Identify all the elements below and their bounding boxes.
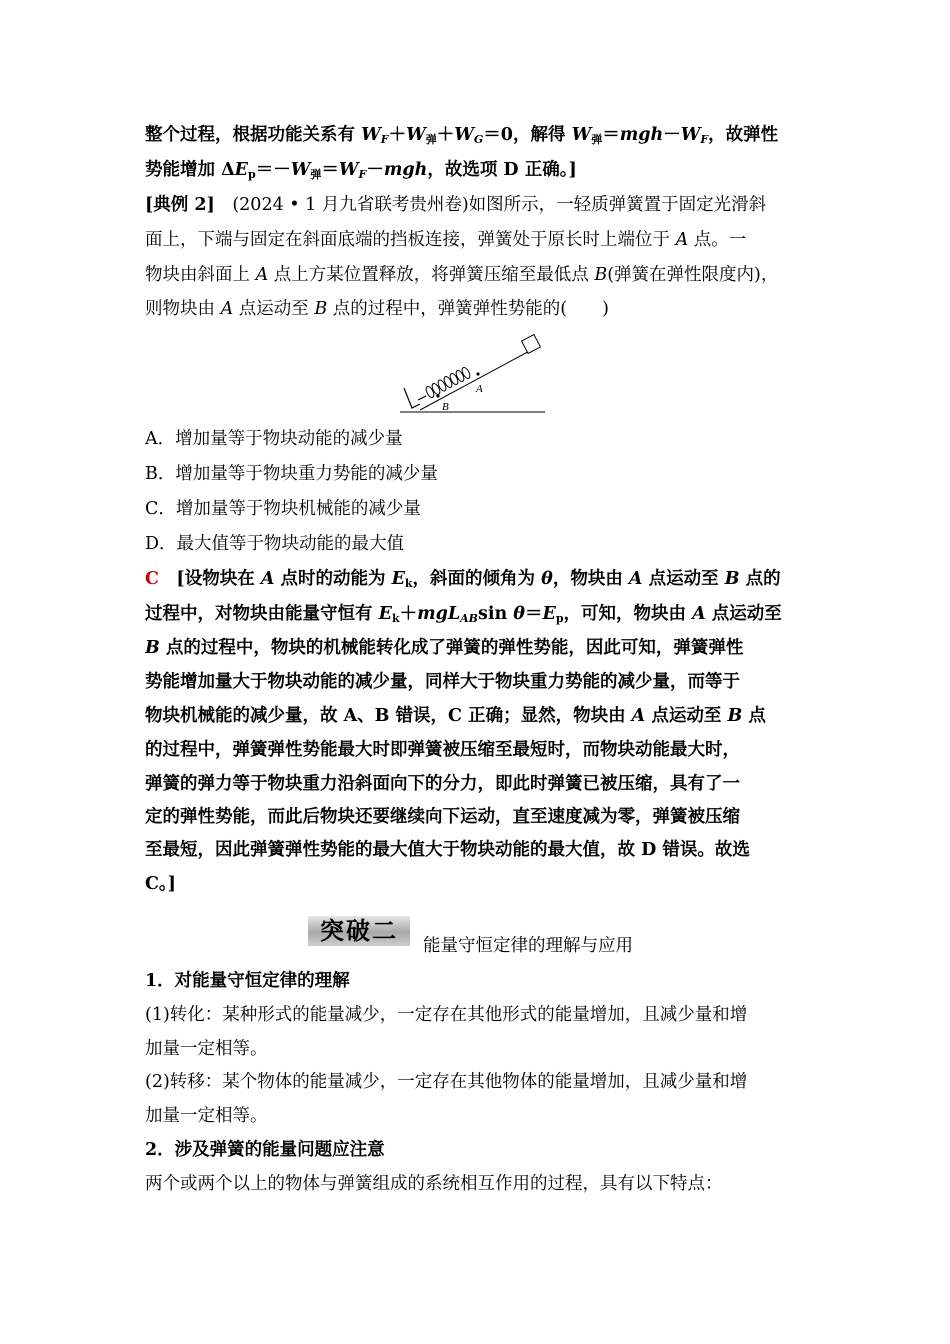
answer-line-5: [145, 701, 810, 731]
text-segment: ，故选项 D 正确。]: [427, 160, 577, 180]
point-b-dot: [436, 394, 439, 397]
text-segment: (弹簧在弹性限度内)，: [607, 265, 779, 285]
var-b: B: [314, 299, 328, 319]
var-w: W: [406, 125, 426, 145]
point-a-dot: [476, 372, 479, 375]
text-segment: 点上方某位置释放，将弹簧压缩至最低点: [268, 265, 595, 285]
text-segment: 点运动至: [642, 569, 725, 589]
subscript: 弹: [591, 133, 603, 146]
subscript: 弹: [310, 168, 322, 181]
var-w: W: [290, 160, 311, 180]
answer-line-1: [145, 564, 810, 594]
example-line-1: [145, 190, 810, 220]
var-b: B: [594, 265, 608, 285]
subscript: p: [555, 612, 564, 625]
text-segment: －: [366, 160, 384, 180]
option-b: B．增加量等于物块重力势能的减少量: [145, 464, 438, 484]
option-d: D．最大值等于物块动能的最大值: [145, 534, 405, 554]
subscript: F: [380, 133, 389, 146]
var-a: A: [255, 265, 269, 285]
subscript: p: [248, 168, 256, 181]
var-e: E: [391, 569, 405, 589]
answer-line-9: 至最短，因此弹簧弹性势能的最大值大于物块动能的最大值，故 D 错误。故选: [145, 840, 750, 860]
var-w: W: [680, 125, 701, 145]
var-w: W: [571, 125, 592, 145]
var-a: A: [631, 706, 646, 726]
text-segment: 点运动至: [233, 299, 315, 319]
incline-line: [420, 348, 535, 410]
var-b: B: [724, 569, 740, 589]
var-a: A: [692, 604, 706, 624]
spring-coil: [425, 366, 472, 398]
var-b: B: [145, 638, 160, 658]
text-segment: ＝－: [255, 160, 291, 180]
text-segment: 整个过程，根据功能关系有: [145, 125, 362, 145]
heading-1: 1．对能量守恒定律的理解: [145, 971, 350, 991]
var-e: E: [234, 160, 249, 180]
paragraph-1b: 加量一定相等。: [145, 1039, 268, 1059]
var-w: W: [454, 125, 474, 145]
text-segment: －: [663, 125, 681, 145]
text-line-1: [145, 120, 810, 150]
text-segment: ，故弹性: [708, 125, 779, 145]
example-label: [典例 2]: [145, 195, 215, 215]
text-segment: 面上，下端与固定在斜面底端的挡板连接，弹簧处于原长时上端位于: [145, 230, 676, 250]
baffle-plate: [404, 388, 420, 408]
var-a: A: [628, 569, 643, 589]
text-segment: ＝: [524, 604, 543, 624]
text-segment: 点运动至: [645, 706, 728, 726]
section-badge: 突破二: [308, 916, 410, 946]
text-segment: 物块机械能的减少量，故 A、B 错误，C 正确；显然，物块由: [145, 706, 632, 726]
text-segment: 势能增加 Δ: [145, 160, 235, 180]
answer-line-8: 定的弹性势能，而此后物块还要继续向下运动，直至速度减为零，弹簧被压缩: [145, 807, 740, 827]
subscript: AB: [460, 612, 478, 625]
subscript: F: [700, 133, 709, 146]
text-segment: ，物块由: [552, 569, 629, 589]
answer-line-4: 势能增加量大于物块动能的减少量，同样大于物块重力势能的减少量，而等于: [145, 672, 740, 692]
text-segment: sin: [477, 604, 514, 624]
var-w: W: [361, 125, 381, 145]
var-theta: θ: [541, 569, 553, 589]
paragraph-1a: (1)转化：某种形式的能量减少，一定存在其他形式的能量增加，且减少量和增: [145, 1005, 748, 1025]
text-segment: ，斜面的倾角为: [412, 569, 542, 589]
text-segment: 点。一: [688, 230, 747, 250]
text-segment: 点: [742, 706, 766, 726]
subscript: G: [473, 133, 484, 146]
text-segment: ＝0，解得: [483, 125, 572, 145]
answer-letter: C: [145, 569, 159, 589]
answer-line-7: 弹簧的弹力等于物块重力沿斜面向下的分力，即此时弹簧已被压缩，具有了一: [145, 774, 740, 794]
heading-2: 2．涉及弹簧的能量问题应注意: [145, 1140, 385, 1160]
answer-line-2: [145, 599, 810, 629]
paragraph-2b: 加量一定相等。: [145, 1106, 268, 1126]
var-a: A: [260, 569, 275, 589]
block: [522, 335, 541, 354]
answer-line-6: 的过程中，弹簧弹性势能最大时即弹簧被压缩至最短时，而物块动能最大时，: [145, 740, 740, 760]
var-mgl: mgL: [417, 604, 461, 624]
subscript: F: [358, 168, 367, 181]
paragraph-2a: (2)转移：某个物体的能量减少，一定存在其他物体的能量增加，且减少量和增: [145, 1072, 748, 1092]
option-c: C．增加量等于物块机械能的减少量: [145, 499, 421, 519]
spring-base: [418, 396, 426, 400]
paragraph-3: 两个或两个以上的物体与弹簧组成的系统相互作用的过程，具有以下特点：: [145, 1174, 723, 1194]
text-segment: ＝: [321, 160, 339, 180]
example-line-4: [145, 294, 810, 324]
section-title: 能量守恒定律的理解与应用: [423, 936, 633, 956]
text-segment: ＋: [436, 125, 455, 145]
subscript: k: [404, 577, 413, 590]
text-segment: ＋: [388, 125, 407, 145]
point-a-label: A: [476, 383, 483, 395]
subscript: 弹: [425, 133, 437, 146]
subscript: k: [391, 612, 400, 625]
var-a: A: [220, 299, 234, 319]
text-segment: 点运动至: [705, 604, 782, 624]
var-a: A: [675, 230, 689, 250]
var-w: W: [338, 160, 359, 180]
example-line-2: [145, 225, 810, 255]
text-line-2: [145, 155, 810, 185]
text-segment: ，可知，物块由: [563, 604, 693, 624]
answer-line-3: [145, 633, 810, 663]
text-segment: 点的: [739, 569, 781, 589]
var-mgh: mgh: [619, 125, 664, 145]
text-segment: 点的过程中，弹簧弹性势能的( ): [327, 299, 609, 319]
text-segment: 点时的动能为: [274, 569, 392, 589]
answer-line-10: C。]: [145, 874, 176, 894]
text-segment: 点的过程中，物块的机械能转化成了弹簧的弹性势能，因此可知，弹簧弹性: [159, 638, 744, 658]
text-segment: ＝: [602, 125, 620, 145]
text-segment: ＋: [399, 604, 418, 624]
example-line-3: [145, 260, 810, 290]
var-mgh: mgh: [383, 160, 428, 180]
option-a: A．增加量等于物块动能的减少量: [145, 429, 403, 449]
text-segment: 物块由斜面上: [145, 265, 256, 285]
var-b: B: [727, 706, 743, 726]
text-segment: 过程中，对物块由能量守恒有: [145, 604, 379, 624]
var-theta: θ: [513, 604, 525, 624]
point-b-label: B: [442, 401, 449, 413]
var-e: E: [378, 604, 392, 624]
text-segment: 则物块由: [145, 299, 221, 319]
text-segment: (2024 • 1 月九省联考贵州卷)如图所示，一轻质弹簧置于固定光滑斜: [214, 195, 767, 215]
text-segment: [设物块在: [158, 569, 261, 589]
incline-spring-figure: [400, 330, 550, 420]
var-e: E: [542, 604, 556, 624]
